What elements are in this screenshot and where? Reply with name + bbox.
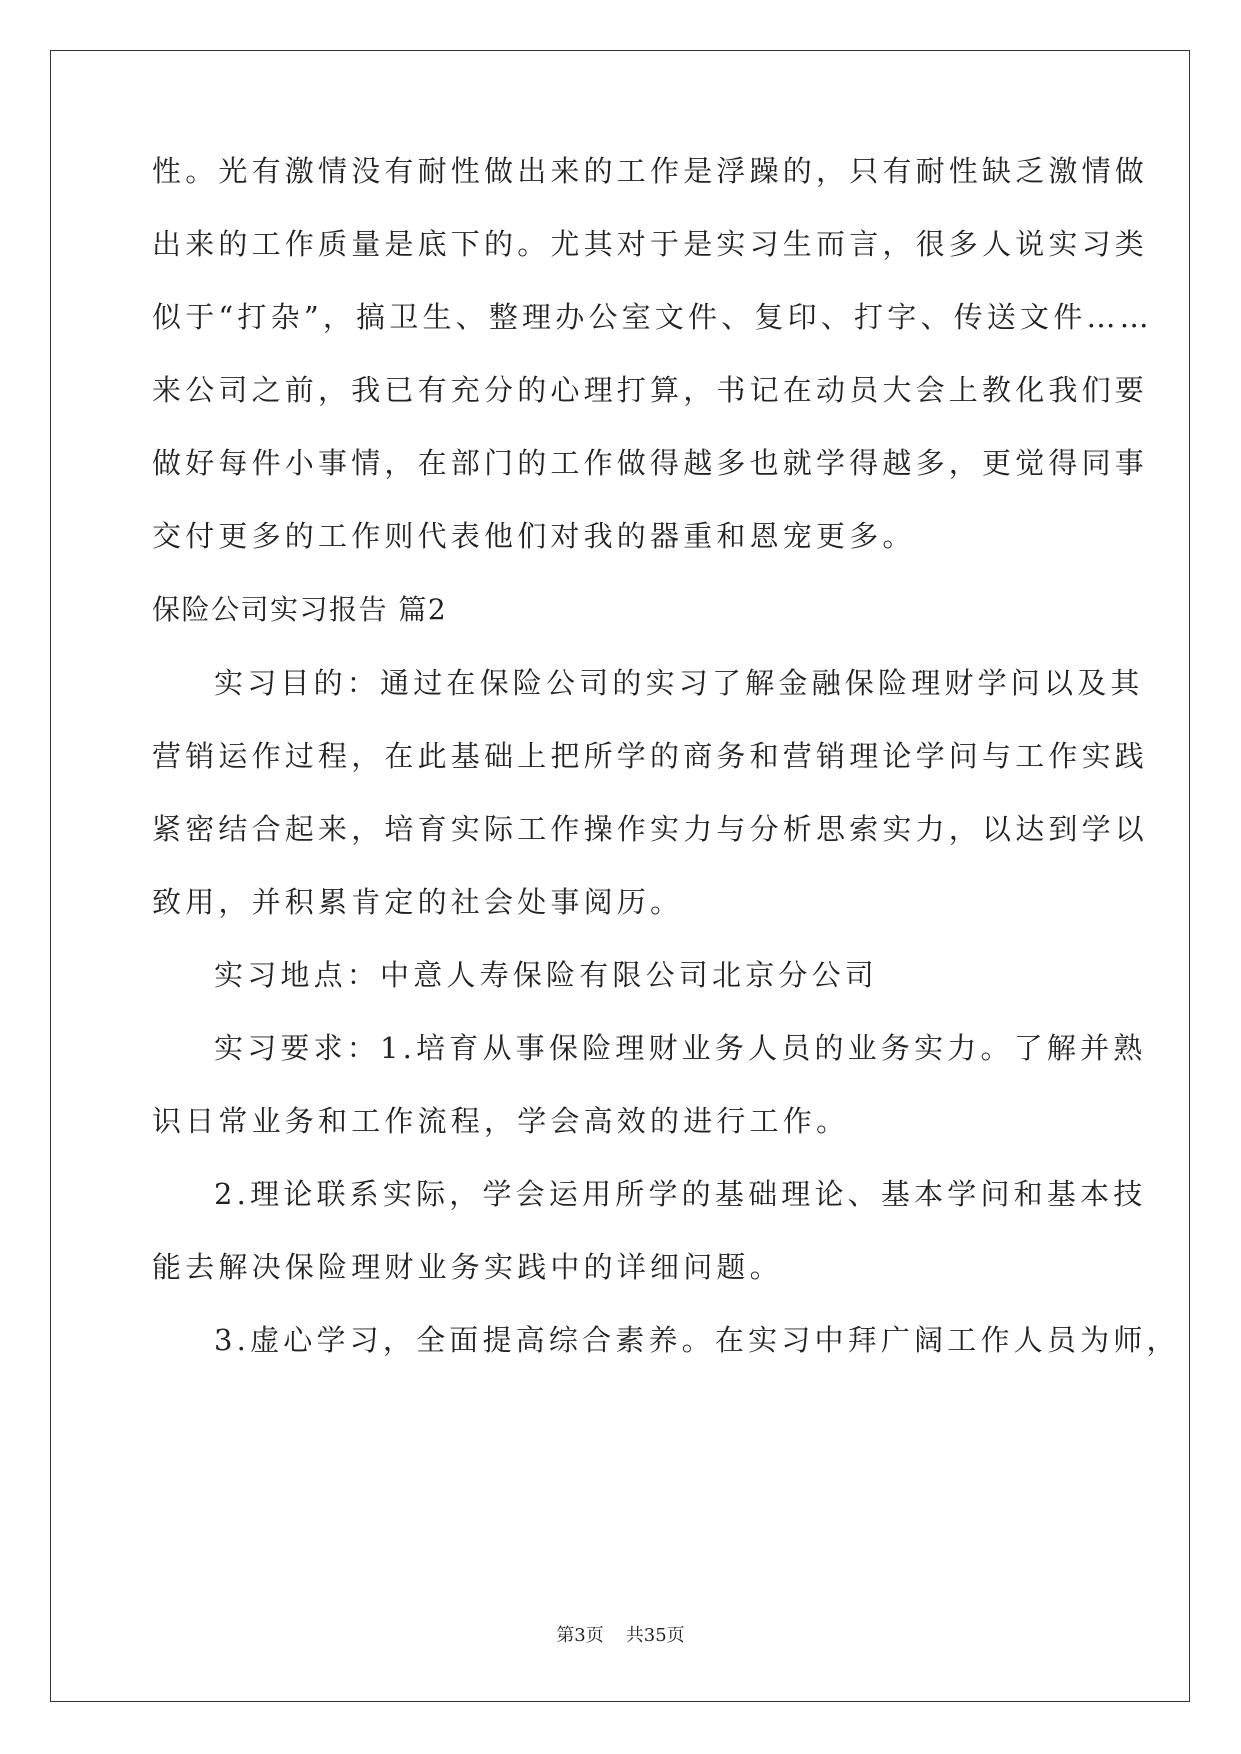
paragraph-line: 来公司之前，我已有充分的心理打算，书记在动员大会上教化我们要 <box>152 373 1149 407</box>
paragraph-line: 实习目的：通过在保险公司的实习了解金融保险理财学问以及其 <box>214 666 1144 700</box>
paragraph-line: 出来的工作质量是底下的。尤其对于是实习生而言，很多人说实习类 <box>152 227 1149 261</box>
paragraph-line: 实习要求：1.培育从事保险理财业务人员的业务实力。了解并熟 <box>214 1031 1147 1065</box>
paragraph-line: 性。光有激情没有耐性做出来的工作是浮躁的，只有耐性缺乏激情做 <box>152 154 1149 188</box>
paragraph-line: 实习地点：中意人寿保险有限公司北京分公司 <box>214 958 879 992</box>
section-heading: 保险公司实习报告 篇2 <box>152 593 448 626</box>
paragraph-line: 能去解决保险理财业务实践中的详细问题。 <box>152 1250 783 1284</box>
page-footer <box>0 1621 1241 1647</box>
page-border <box>50 50 1190 1702</box>
paragraph-line: 致用，并积累肯定的社会处事阅历。 <box>152 885 684 919</box>
paragraph-line: 紧密结合起来，培育实际工作操作实力与分析思索实力，以达到学以 <box>152 812 1149 846</box>
paragraph-line: 似于“打杂”，搞卫生、整理办公室文件、复印、打字、传送文件…… <box>152 300 1153 334</box>
paragraph-line: 2.理论联系实际，学会运用所学的基础理论、基本学问和基本技 <box>214 1177 1147 1211</box>
paragraph-line: 营销运作过程，在此基础上把所学的商务和营销理论学问与工作实践 <box>152 739 1149 773</box>
paragraph-line: 交付更多的工作则代表他们对我的器重和恩宠更多。 <box>152 519 916 553</box>
total-pages: 共35页 <box>625 1625 685 1646</box>
page-number: 第3页 <box>556 1625 604 1646</box>
paragraph-line: 做好每件小事情，在部门的工作做得越多也就学得越多，更觉得同事 <box>152 446 1149 480</box>
paragraph-line: 识日常业务和工作流程，学会高效的进行工作。 <box>152 1104 850 1138</box>
paragraph-line: 3.虚心学习，全面提高综合素养。在实习中拜广阔工作人员为师， <box>214 1323 1180 1357</box>
